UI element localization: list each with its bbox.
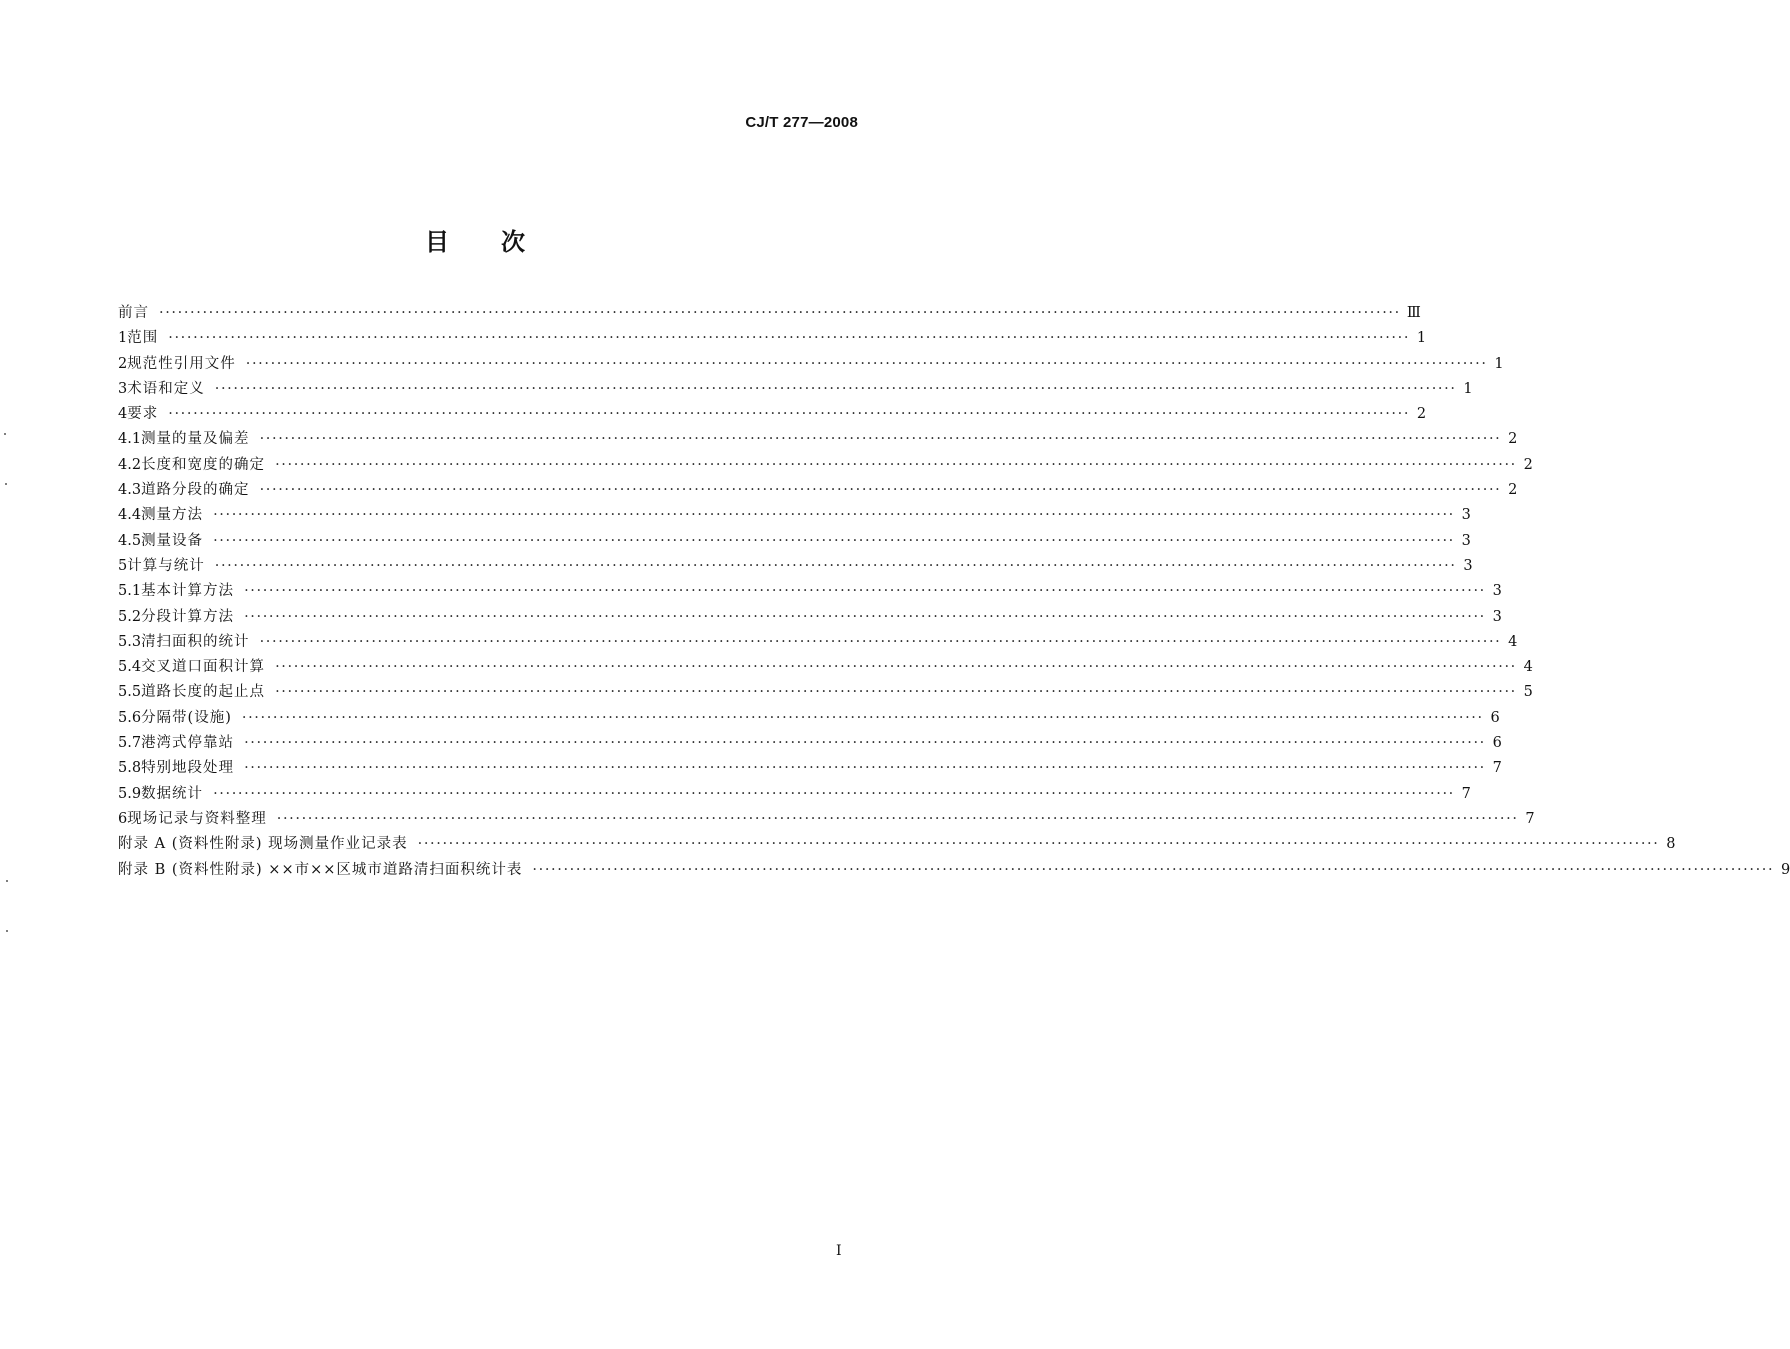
toc-entry-page: 3 <box>1461 532 1471 549</box>
toc-entry-label: 附录 B (资料性附录) ××市××区城市道路清扫面积统计表 <box>118 861 523 878</box>
toc-entry-page: 2 <box>1508 482 1518 499</box>
toc-entry-label: 分隔带(设施) <box>141 709 232 726</box>
toc-entry[interactable] <box>118 554 1473 579</box>
title-char-2: 次 <box>501 228 525 256</box>
toc-leader-dots: ········································································································································································································ <box>259 431 1502 448</box>
toc-entry-label: 附录 A (资料性附录) 现场测量作业记录表 <box>118 836 408 853</box>
toc-entry[interactable] <box>118 301 1421 326</box>
toc-leader-dots: ········································································································································································································ <box>276 810 1519 827</box>
toc-entry-label: 基本计算方法 <box>141 583 235 600</box>
toc-leader-dots: ········································································································································································································ <box>214 380 1457 397</box>
toc-entry-number: 4.4 <box>118 507 142 524</box>
toc-entry[interactable] <box>118 326 1427 351</box>
toc-entry[interactable] <box>118 427 1518 452</box>
toc-leader-dots: ········································································································································································································ <box>213 507 1455 524</box>
toc-entry-page: 9 <box>1781 861 1790 878</box>
toc-entry-page: 4 <box>1523 659 1533 676</box>
toc-entry[interactable] <box>118 605 1502 630</box>
toc-entry-label: 现场记录与资料整理 <box>127 810 267 827</box>
toc-entry-label: 测量的量及偏差 <box>141 431 250 448</box>
toc-entry[interactable] <box>118 655 1533 680</box>
toc-entry-number: 4.5 <box>118 532 142 549</box>
title-char-1: 目 <box>425 228 449 256</box>
toc-entry-label: 分段计算方法 <box>141 608 235 625</box>
toc-entry-number: 5.2 <box>118 608 142 625</box>
toc-entry-page: 3 <box>1463 557 1473 574</box>
toc-entry-label: 清扫面积的统计 <box>141 633 250 650</box>
toc-entry-number: 4.3 <box>118 482 142 499</box>
toc-entry-page: 3 <box>1461 507 1471 524</box>
toc-entry[interactable] <box>118 478 1518 503</box>
toc-entry[interactable] <box>118 858 1790 883</box>
toc-entry[interactable] <box>118 579 1502 604</box>
toc-leader-dots: ········································································································································································································ <box>241 709 1484 726</box>
toc-leader-dots: ········································································································································································································ <box>168 330 1411 347</box>
toc-entry-page: 1 <box>1494 355 1504 372</box>
toc-leader-dots: ········································································································································································································ <box>244 583 1486 600</box>
toc-entry-number: 5.9 <box>118 785 142 802</box>
toc-entry-page: 2 <box>1416 406 1427 423</box>
toc-entry-label: 长度和宽度的确定 <box>141 456 266 473</box>
toc-leader-dots: ········································································································································································································ <box>159 305 1401 321</box>
toc-leader-dots: ········································································································································································································ <box>245 355 1488 372</box>
page-title <box>0 222 950 257</box>
toc-leader-dots: ········································································································································································································ <box>259 482 1502 499</box>
toc-entry-number: 5.4 <box>118 659 142 676</box>
toc-entry-label: 道路分段的确定 <box>141 482 250 499</box>
toc-entry-number: 3 <box>118 380 128 397</box>
toc-entry-label: 道路长度的起止点 <box>141 684 266 701</box>
toc-entry-label: 测量设备 <box>141 532 204 549</box>
toc-leader-dots: ········································································································································································································ <box>259 633 1502 650</box>
toc-entry[interactable] <box>118 630 1518 655</box>
toc-leader-dots: ········································································································································································································ <box>532 861 1775 878</box>
toc-entry-label: 测量方法 <box>141 507 204 524</box>
toc-leader-dots: ········································································································································································································ <box>244 760 1486 777</box>
toc-entry-page: 1 <box>1416 330 1427 347</box>
toc-entry[interactable] <box>118 832 1676 857</box>
toc-entry-page: 3 <box>1492 608 1502 625</box>
toc-entry-page: 7 <box>1492 760 1502 777</box>
toc-entry-page: 6 <box>1492 735 1502 752</box>
toc-entry-number: 5.6 <box>118 709 142 726</box>
toc-entry-page: 7 <box>1525 810 1535 827</box>
toc-entry-page: 6 <box>1490 709 1500 726</box>
toc-entry[interactable] <box>118 402 1427 427</box>
toc-entry-label: 规范性引用文件 <box>127 355 236 372</box>
toc-entry-label: 数据统计 <box>141 785 204 802</box>
toc-entry-page: 8 <box>1666 836 1676 853</box>
toc-entry-number: 4 <box>118 406 128 423</box>
toc-entry-page: Ⅲ <box>1406 305 1421 321</box>
toc-entry[interactable] <box>118 352 1504 377</box>
toc-entry-page: 7 <box>1461 785 1471 802</box>
table-of-contents <box>118 301 1790 883</box>
toc-entry-number: 1 <box>118 330 128 347</box>
toc-leader-dots: ········································································································································································································ <box>275 659 1517 676</box>
toc-entry-page: 1 <box>1463 380 1473 397</box>
toc-leader-dots: ········································································································································································································ <box>417 836 1660 853</box>
toc-entry-page: 2 <box>1523 456 1533 473</box>
toc-entry-number: 2 <box>118 355 128 372</box>
toc-entry[interactable] <box>118 706 1500 731</box>
toc-leader-dots: ········································································································································································································ <box>275 684 1517 701</box>
toc-entry[interactable] <box>118 529 1471 554</box>
page-number: I <box>836 1243 842 1259</box>
toc-entry-number: 5.3 <box>118 633 142 650</box>
toc-entry-label: 范围 <box>127 330 159 347</box>
toc-entry-label: 要求 <box>127 406 159 423</box>
toc-leader-dots: ········································································································································································································ <box>214 557 1457 574</box>
toc-leader-dots: ········································································································································································································ <box>244 608 1486 625</box>
toc-leader-dots: ········································································································································································································ <box>244 735 1486 752</box>
toc-entry[interactable] <box>118 503 1471 528</box>
toc-entry-number: 6 <box>118 810 128 827</box>
toc-leader-dots: ········································································································································································································ <box>213 785 1455 802</box>
toc-entry-number: 5 <box>118 557 128 574</box>
toc-entry[interactable] <box>118 377 1473 402</box>
toc-leader-dots: ········································································································································································································ <box>275 456 1517 473</box>
toc-entry-page: 2 <box>1508 431 1518 448</box>
toc-entry[interactable] <box>118 807 1535 832</box>
toc-entry[interactable] <box>118 453 1533 478</box>
toc-entry[interactable] <box>118 782 1471 807</box>
toc-entry-number: 5.1 <box>118 583 142 600</box>
toc-entry-page: 3 <box>1492 583 1502 600</box>
toc-entry-page: 4 <box>1508 633 1518 650</box>
toc-entry-label: 交叉道口面积计算 <box>141 659 266 676</box>
toc-entry[interactable] <box>118 756 1502 781</box>
toc-entry-label: 特别地段处理 <box>141 760 235 777</box>
toc-entry-label: 前言 <box>118 305 149 321</box>
toc-leader-dots: ········································································································································································································ <box>168 406 1411 423</box>
toc-entry-number: 4.2 <box>118 456 142 473</box>
toc-entry-number: 5.5 <box>118 684 142 701</box>
toc-leader-dots: ········································································································································································································ <box>213 532 1455 549</box>
standard-code: CJ/T 277—2008 <box>745 114 858 131</box>
toc-entry-label: 计算与统计 <box>127 557 205 574</box>
toc-entry-page: 5 <box>1523 684 1533 701</box>
toc-entry-label: 术语和定义 <box>127 380 205 397</box>
toc-entry-number: 4.1 <box>118 431 142 448</box>
toc-entry[interactable] <box>118 731 1502 756</box>
toc-entry[interactable] <box>118 680 1533 705</box>
toc-entry-label: 港湾式停靠站 <box>141 735 235 752</box>
toc-entry-number: 5.8 <box>118 760 142 777</box>
toc-entry-number: 5.7 <box>118 735 142 752</box>
